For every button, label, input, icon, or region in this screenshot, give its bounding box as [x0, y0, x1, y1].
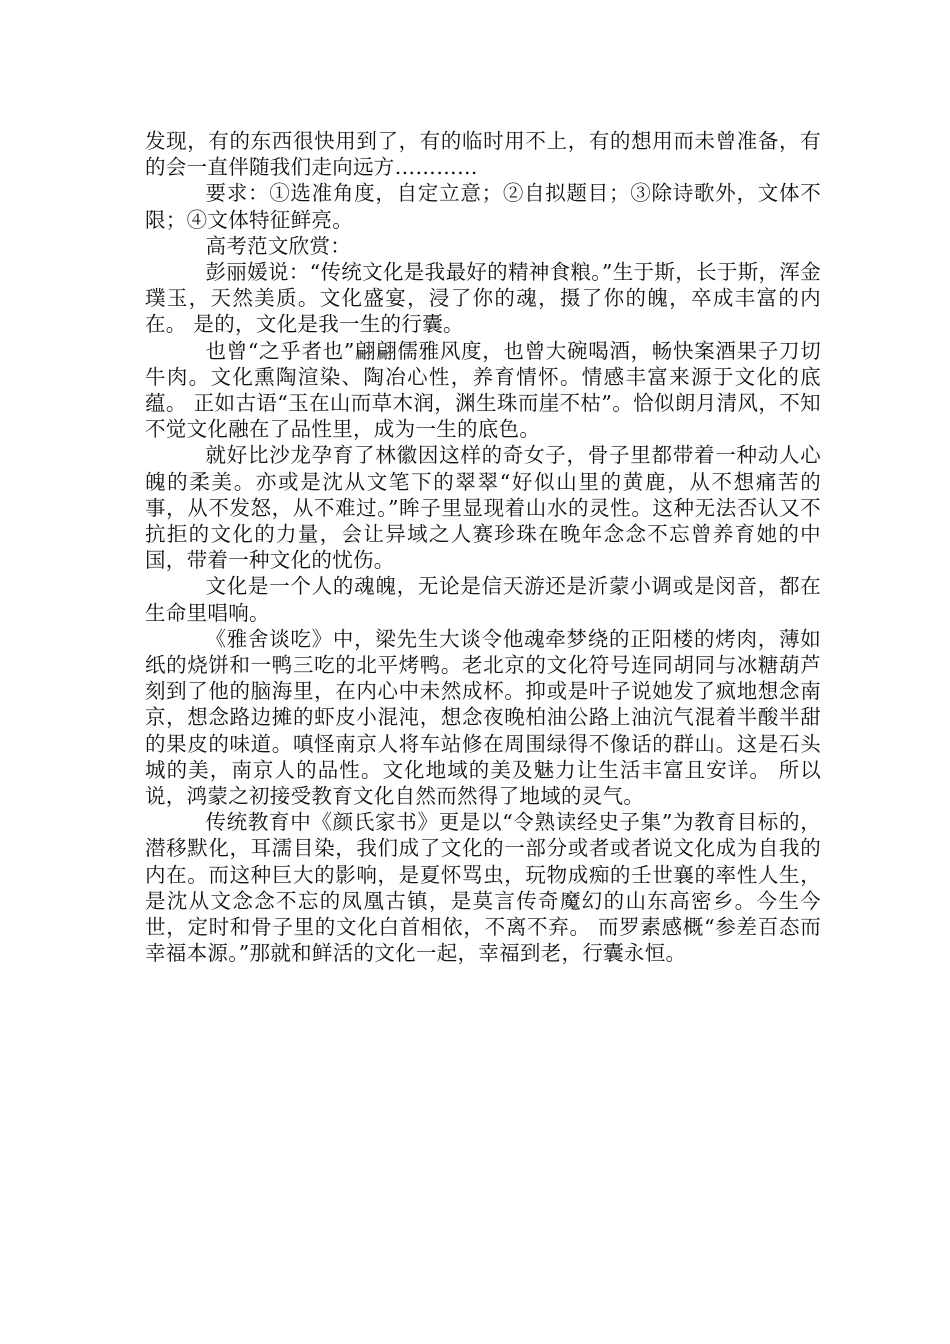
paragraph-requirements: 要求：①选准角度，自定立意；②自拟题目；③除诗歌外，文体不限；④文体特征鲜亮。 — [145, 181, 821, 232]
paragraph-essay-4: 文化是一个人的魂魄，无论是信天游还是沂蒙小调或是闵音，都在生命里唱响。 — [145, 574, 821, 625]
paragraph-prompt-continuation: 发现，有的东西很快用到了，有的临时用不上，有的想用而未曾准备，有的会一直伴随我们走向远方………… — [145, 129, 821, 180]
paragraph-essay-2: 也曾“之乎者也”翩翩儒雅风度，也曾大碗喝酒，畅快案酒果子刀切牛肉。文化熏陶渲染、陶冶心性，养育情怀。情感丰富来源于文化的底蕴。 正如古语“玉在山而草木润，渊生珠而崖不枯”。恰似朗月清风，不知不觉文化融在了品性里，成为一生的底色。 — [145, 338, 821, 442]
paragraph-essay-6: 传统教育中《颜氏家书》更是以“令熟读经史子集”为教育目标的，潜移默化，耳濡目染，我们成了文化的一部分或者或者说文化成为自我的内在。而这种巨大的影响，是夏怀骂虫，玩物成痴的壬世襄的率性人生，是沈从文念念不忘的凤凰古镇，是莫言传奇魔幻的山东高密乡。今生今世，定时和骨子里的文化白首相依，不离不弃。 而罗素感概“参差百态而幸福本源。”那就和鲜活的文化一起，幸福到老，行囊永恒。 — [145, 810, 821, 966]
document-body — [145, 128, 821, 967]
paragraph-essay-5: 《雅舍谈吃》中，梁先生大谈令他魂牵梦绕的正阳楼的烤肉，薄如纸的烧饼和一鸭三吃的北平烤鸭。老北京的文化符号连同胡同与冰糖葫芦刻到了他的脑海里，在内心中未然成杯。抑或是叶子说她发了疯地想念南京，想念路边摊的虾皮小混沌，想念夜晚柏油公路上油沆气混着半酸半甜的果皮的味道。嗔怪南京人将车站修在周围绿得不像话的群山。这是石头城的美，南京人的品性。文化地域的美及魅力让生活丰富且安详。 所以说，鸿蒙之初接受教育文化自然而然得了地域的灵气。 — [145, 626, 821, 809]
paragraph-essay-1: 彭丽媛说：“传统文化是我最好的精神食粮。”生于斯，长于斯，浑金璞玉，天然美质。文化盛宴，浸了你的魂，摄了你的魄，卒成丰富的内在。 是的，文化是我一生的行囊。 — [145, 260, 821, 337]
paragraph-essay-3: 就好比沙龙孕育了林徽因这样的奇女子，骨子里都带着一种动人心魄的柔美。亦或是沈从文笔下的翠翠“好似山里的黄鹿，从不想痛苦的事，从不发怒，从不难过。”眸子里显现着山水的灵性。这种无法否认又不抗拒的文化的力量，会让异域之人赛珍珠在晚年念念不忘曾养育她的中国，带着一种文化的忧伤。 — [145, 443, 821, 573]
section-heading: 高考范文欣赏： — [205, 233, 352, 258]
